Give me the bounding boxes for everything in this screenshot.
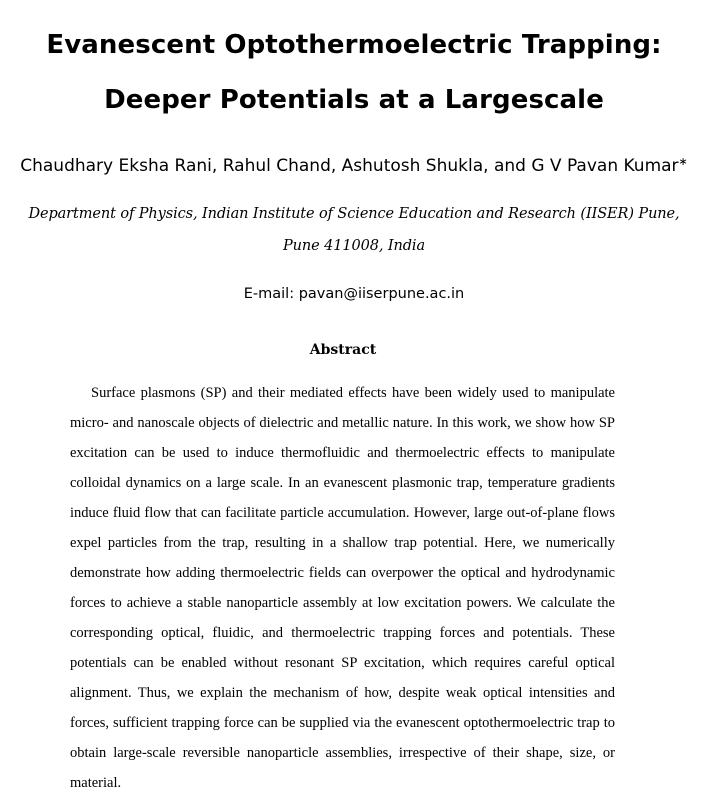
author-names: Chaudhary Eksha Rani, Rahul Chand, Ashutosh Shukla, and G V Pavan Kumar (20, 156, 679, 176)
email-line (0, 284, 708, 304)
affiliation-line-1: Department of Physics, Indian Institute of Science Education and Research (IISER) Pune, (28, 206, 680, 222)
email-label: E-mail: (243, 286, 295, 302)
affiliation-line-2: Pune 411008, India (282, 238, 426, 254)
abstract-text: Surface plasmons (SP) and their mediated effects have been widely used to manipulate micro- and nanoscale objects of dielectric and metallic nature. In this work, we show how SP excitation can be used to induce thermofluidic and thermoelectric effects to manipulate colloidal dynamics on a large scale. In an evanescent plasmonic trap, temperature gradients induce fluid flow that can facilitate particle accumulation. However, large out-of-plane flows expel particles from the trap, resulting in a shallow trap potential. Here, we numerically demonstrate how adding thermoelectric fields can overpower the optical and hydrodynamic forces to achieve a stable nanoparticle assembly at low excitation powers. We calculate the corresponding optical, fluidic, and thermoelectric trapping forces and potentials. These potentials can be enabled without resonant SP excitation, which requires careful optical alignment. Thus, we explain the mechanism of how, despite weak optical intensities and forces, sufficient trapping force can be supplied via the evanescent optothermoelectric trap to obtain large-scale reversible nanoparticle assemblies, irrespective of their shape, size, or material. (70, 385, 615, 791)
email-address: pavan@iiserpune.ac.in (298, 286, 465, 302)
paper-title-line-1: Evanescent Optothermoelectric Trapping: (46, 30, 662, 60)
author-list (0, 154, 708, 178)
corresponding-author-mark: ∗ (678, 155, 688, 168)
abstract-heading: Abstract (309, 342, 377, 358)
paper-title-line-2: Deeper Potentials at a Largescale (104, 85, 604, 115)
